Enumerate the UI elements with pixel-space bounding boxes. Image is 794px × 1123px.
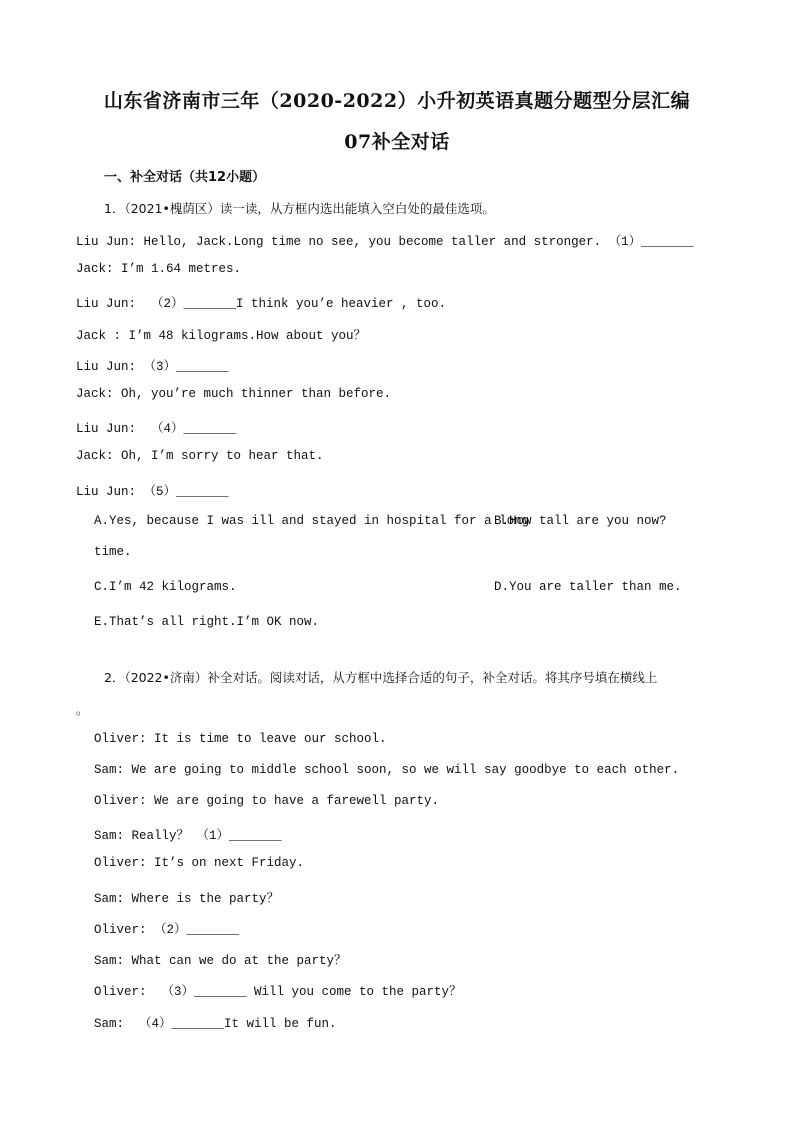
- dialogue-line: Jack: I’m 1.64 metres.: [76, 262, 242, 276]
- dialogue-line: Jack: Oh, I’m sorry to hear that.: [76, 449, 324, 463]
- option-d: D.You are taller than me.: [494, 580, 682, 594]
- question-1-header: 1．（2021•槐荫区）读一读，从方框内选出能填入空白处的最佳选项。: [104, 201, 495, 216]
- option-c: C.I’m 42 kilograms.: [94, 580, 237, 594]
- dialogue-line: Liu Jun: （5）_______: [76, 485, 229, 499]
- dialogue-line: Oliver: （2）_______: [94, 923, 240, 937]
- dialogue-line: Liu Jun: （3）_______: [76, 360, 229, 374]
- dialogue-line: Sam: Where is the party？: [94, 892, 280, 906]
- page-subtitle: 07补全对话: [344, 131, 450, 153]
- section-heading: 一、补全对话（共12小题）: [104, 170, 266, 185]
- dialogue-line: Sam: What can we do at the party？: [94, 954, 347, 968]
- dialogue-line: Jack : I’m 48 kilograms.How about you？: [76, 329, 367, 343]
- dialogue-line: Oliver: It’s on next Friday.: [94, 856, 305, 870]
- dialogue-line: Sam: Really？ （1）_______: [94, 829, 282, 843]
- option-b: B.How tall are you now?: [494, 514, 667, 528]
- dialogue-line: Liu Jun: （2）_______I think you’e heavier , too.: [76, 297, 447, 311]
- page-title: 山东省济南市三年（2020-2022）小升初英语真题分题型分层汇编: [103, 90, 691, 112]
- dialogue-line: Oliver: We are going to have a farewell party.: [94, 794, 440, 808]
- dialogue-line: Oliver: （3）_______ Will you come to the party？: [94, 985, 462, 999]
- dialogue-line: Sam: （4）_______It will be fun.: [94, 1017, 337, 1031]
- option-a-continued: time.: [94, 545, 132, 559]
- dialogue-line: Liu Jun: Hello, Jack.Long time no see, you become taller and stronger. （1）_______: [76, 235, 694, 249]
- option-e: E.That’s all right.I’m OK now.: [94, 615, 320, 629]
- dialogue-line: Oliver: It is time to leave our school.: [94, 732, 387, 746]
- dialogue-line: Sam: We are going to middle school soon, so we will say goodbye to each other.: [94, 763, 680, 777]
- option-a: A.Yes, because I was ill and stayed in hospital for a long: [94, 514, 530, 528]
- dialogue-line: Jack: Oh, you’re much thinner than before.: [76, 387, 392, 401]
- question-2-header: 2．（2022•济南）补全对话。阅读对话，从方框中选择合适的句子，补全对话。将其序号填在横线上: [104, 670, 658, 685]
- question-2-header-end: 。: [76, 702, 89, 717]
- dialogue-line: Liu Jun: （4）_______: [76, 422, 237, 436]
